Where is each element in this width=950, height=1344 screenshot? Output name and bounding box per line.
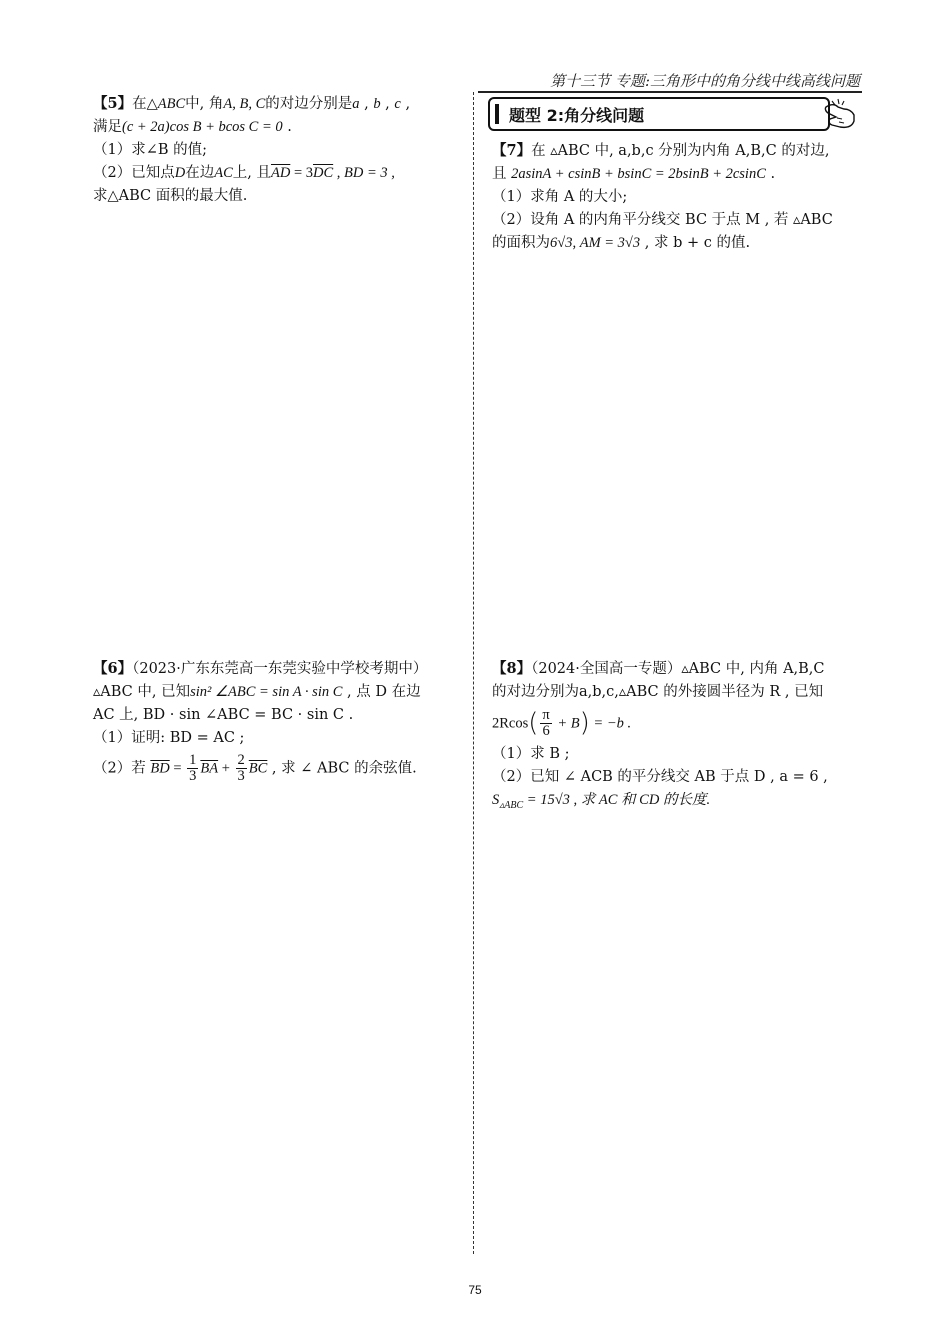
p5-stem-post: 的对边分别是	[265, 96, 353, 112]
p7-line1: 在 ▵ABC 中, a,b,c 分别为内角 A,B,C 的对边,	[531, 143, 830, 159]
problem-8-line1	[492, 657, 862, 681]
p5-AC: AC	[214, 165, 233, 181]
problem-8	[492, 657, 862, 817]
header-rule	[478, 91, 862, 93]
frac-pi: π	[542, 707, 550, 723]
p8-q2-post: = 15√3 , 求 AC 和 CD 的长度.	[523, 792, 711, 808]
p7-line2-post: .	[765, 166, 776, 182]
p7-line2-pre: 且	[492, 166, 507, 182]
problem-8-line2: 的对边分别为a,b,c,▵ABC 的外接圆半径为 R , 已知	[492, 684, 824, 700]
fraction-pi-over-6	[540, 708, 551, 739]
p5-a: a	[352, 96, 360, 112]
right-paren: )	[579, 708, 590, 738]
problem-7-line2	[492, 163, 862, 186]
p5-cond-math: (c + 2a)cos B + bcos C = 0	[122, 119, 283, 135]
area-S-sub: ▵ABC	[499, 799, 524, 811]
p6-line1-math: sin² ∠ABC = sin A · sin C	[190, 684, 343, 700]
vector-AD: $\overline{AD}$	[270, 165, 291, 181]
p5-q2-mid2: 上, 且	[232, 165, 271, 181]
p6-line1-post: , 点 D 在边	[342, 684, 421, 700]
problem-6-line2: AC 上, BD · sin ∠ABC = BC · sin C .	[93, 707, 354, 723]
frac2-den: 3	[237, 768, 245, 784]
chapter-title: 第十三节 专题:三角形中的角分线中线高线问题	[550, 72, 860, 90]
banner-marker	[495, 104, 499, 124]
p6-q2-post: , 求 ∠ ABC 的余弦值.	[267, 760, 417, 777]
problem-8-q1: （1）求 B ;	[492, 746, 570, 762]
left-paren: (	[528, 708, 539, 738]
p5-angles: A, B, C	[223, 96, 266, 112]
problem-6-line1	[93, 681, 461, 704]
problem-7	[492, 139, 862, 255]
problem-7-q2-line1: （2）设角 A 的内角平分线交 BC 于点 M , 若 ▵ABC	[492, 212, 833, 228]
p5-D: D	[174, 165, 186, 181]
p7-q2-pre: 的面积为	[492, 235, 550, 251]
frac-six: 6	[542, 723, 550, 739]
p7-q2-math: 6√3, AM = 3√3	[550, 235, 641, 251]
p8-eq-post: = −b .	[589, 715, 632, 732]
frac1-num: 1	[189, 752, 197, 768]
vector-BA: $\overline{BA}$	[200, 760, 219, 777]
problem-6-tag: 【6】	[93, 660, 133, 677]
p7-equation: 2asinA + csinB + bsinC = 2bsinB + 2csinC	[511, 166, 766, 182]
vector-BC: $\overline{BC}$	[248, 760, 268, 777]
p5-comma2: ,	[380, 96, 395, 112]
p6-eq: =	[169, 760, 186, 777]
vector-BD: $\overline{BD}$	[150, 760, 170, 777]
p5-q2-pre: （2）已知点	[93, 165, 175, 181]
p5-triangle: ABC	[157, 96, 186, 112]
page-number: 75	[468, 1283, 482, 1297]
p7-q2-post: , 求 b + c 的值.	[640, 235, 751, 251]
p5-BD3: , BD = 3 ,	[333, 165, 395, 181]
p8-eq-pre: 2Rcos	[492, 715, 529, 732]
problem-7-line1	[492, 139, 862, 163]
problem-7-q1: （1）求角 A 的大小;	[492, 189, 628, 205]
problem-5-q2	[93, 162, 461, 185]
fraction-two-thirds	[236, 753, 247, 784]
frac2-num: 2	[237, 752, 245, 768]
problem-5-stem	[93, 92, 461, 116]
problem-5-tag: 【5】	[93, 95, 133, 112]
p6-q2-pre: （2）若	[93, 760, 146, 777]
p5-cond-pre: 满足	[93, 119, 122, 135]
section-banner	[488, 97, 830, 131]
p5-eq3: = 3	[290, 165, 313, 181]
problem-7-tag: 【7】	[492, 142, 532, 159]
area-S: S	[492, 792, 500, 808]
p5-stem-mid: 中, 角	[185, 96, 224, 112]
p6-plus: +	[218, 760, 234, 777]
problem-6-q1: （1）证明: BD = AC ;	[93, 730, 245, 746]
p5-b: b	[373, 96, 381, 112]
vector-DC: $\overline{DC}$	[313, 165, 334, 181]
problem-8-tag: 【8】	[492, 660, 532, 677]
problem-5-q1: （1）求∠B 的值;	[93, 142, 208, 158]
p6-source: （2023·广东东莞高一东莞实验中学校考期中）	[132, 661, 428, 677]
p6-line1-pre: ▵ABC 中, 已知	[93, 684, 191, 700]
problem-6	[93, 657, 461, 784]
p8-plusB: + B	[553, 715, 580, 732]
p8-line1-post: ▵ABC 中, 内角 A,B,C	[681, 661, 825, 677]
fraction-one-third	[187, 753, 198, 784]
problem-8-q2-line1: （2）已知 ∠ ACB 的平分线交 AB 于点 D , a = 6 ,	[492, 769, 828, 785]
column-divider	[473, 92, 474, 1254]
p5-comma3: ,	[400, 96, 411, 112]
pointing-hand-icon	[822, 97, 858, 131]
problem-6-source	[93, 657, 461, 681]
problem-5-q2-end: 求△ABC 面积的最大值.	[93, 188, 248, 204]
p5-comma1: ,	[359, 96, 374, 112]
frac1-den: 3	[189, 768, 197, 784]
problem-5	[93, 92, 461, 208]
problem-8-q2-line2	[492, 789, 862, 817]
problem-5-condition	[93, 116, 461, 139]
p5-period: .	[282, 119, 292, 135]
section-title: 题型 2:角分线问题	[509, 105, 645, 125]
p5-c: c	[394, 96, 401, 112]
p8-source: （2024·全国高一专题）	[531, 661, 682, 677]
p5-stem-pre: 在△	[132, 96, 158, 112]
problem-6-q2	[93, 753, 461, 784]
p5-q2-mid: 在边	[185, 165, 215, 181]
problem-7-q2-line2	[492, 232, 862, 255]
problem-8-equation	[492, 708, 862, 739]
